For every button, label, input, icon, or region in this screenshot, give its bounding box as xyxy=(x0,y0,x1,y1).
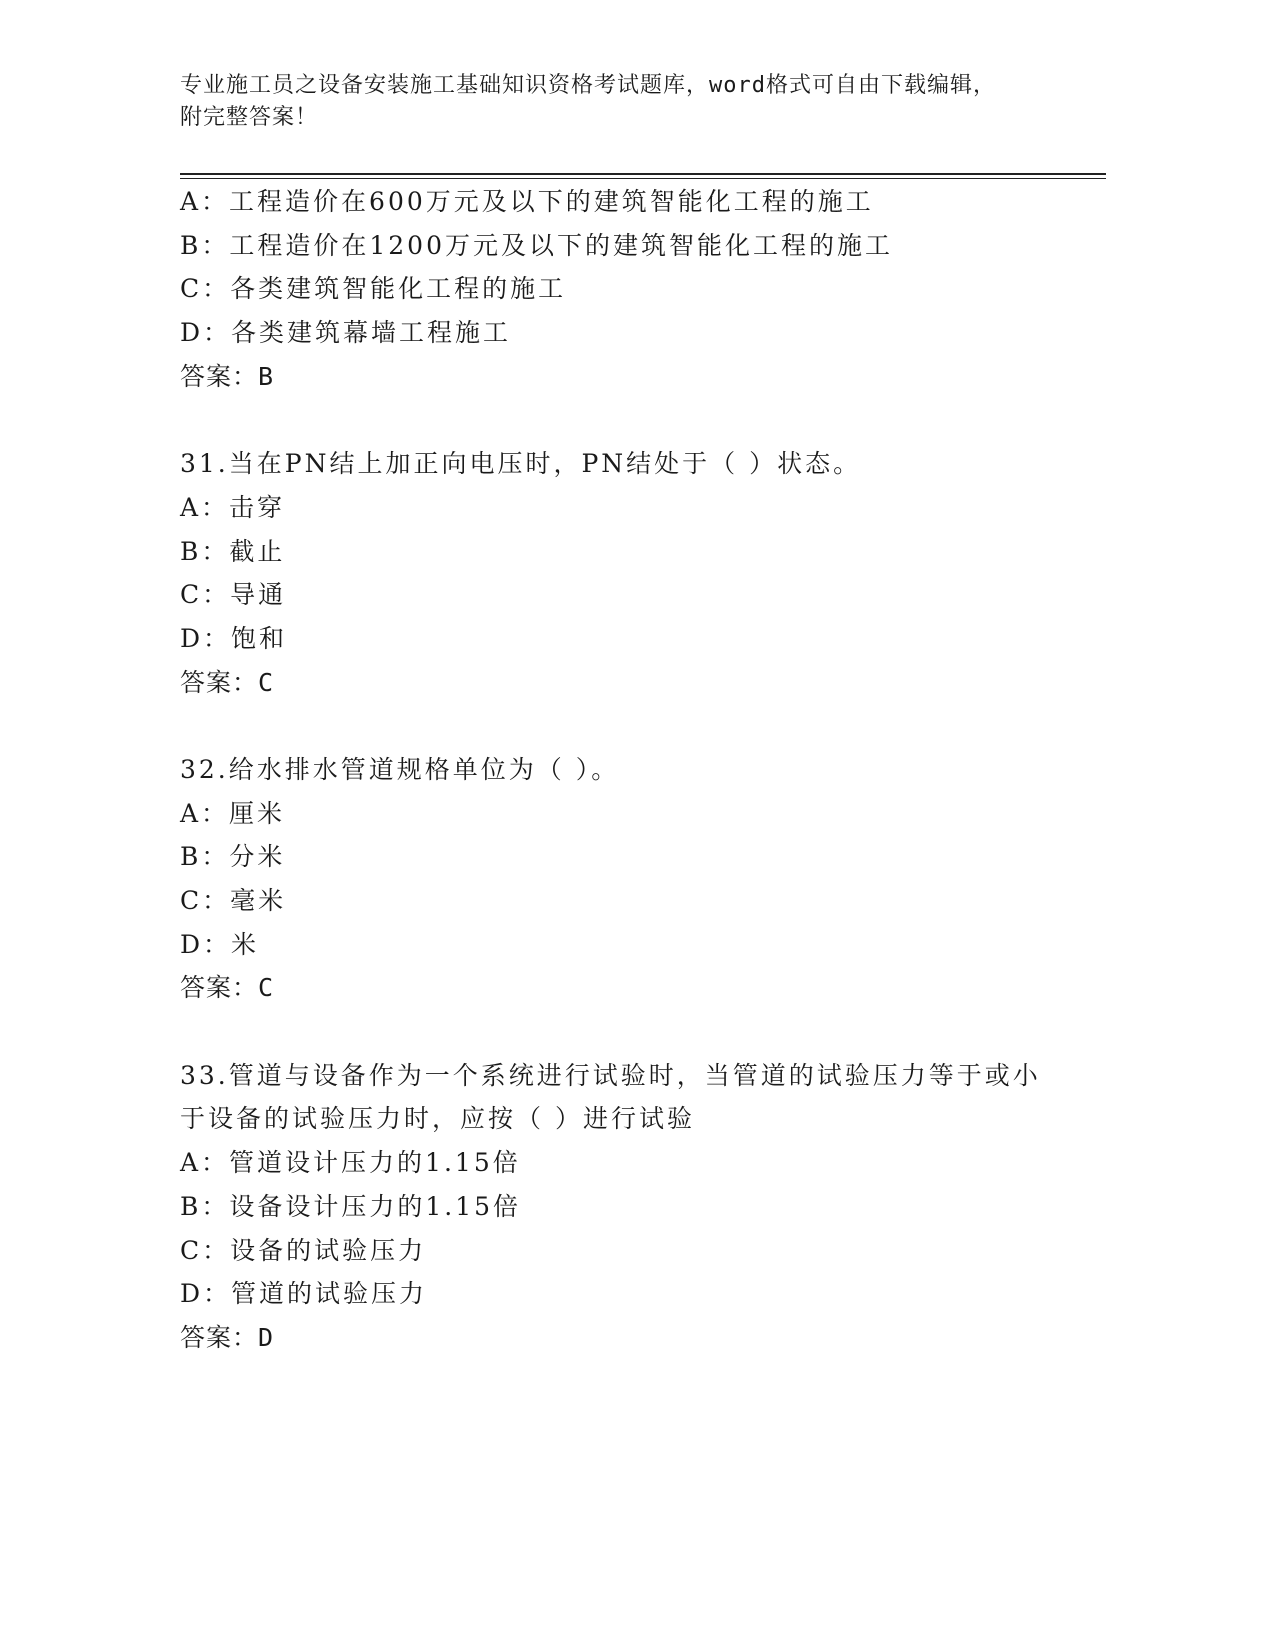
option-a: A：厘米 xyxy=(180,798,286,828)
answer: 答案：C xyxy=(180,667,275,697)
question-text: 31.当在PN结上加正向电压时，PN结处于（ ）状态。 xyxy=(180,449,862,479)
option-c: C：设备的试验压力 xyxy=(180,1235,427,1265)
question-31 xyxy=(180,442,1100,704)
option-b: B：分米 xyxy=(180,842,286,872)
spacer xyxy=(180,704,1100,748)
question-30 xyxy=(180,180,1100,398)
question-33 xyxy=(180,1054,1100,1360)
header-line-1: 专业施工员之设备安装施工基础知识资格考试题库，word格式可自由下载编辑， xyxy=(180,73,996,98)
spacer xyxy=(180,1010,1100,1054)
spacer xyxy=(180,398,1100,442)
answer: 答案：C xyxy=(180,973,275,1003)
option-a: A：工程造价在600万元及以下的建筑智能化工程的施工 xyxy=(180,187,874,216)
option-c: C：毫米 xyxy=(180,886,287,915)
question-list xyxy=(180,180,1100,1360)
option-b: B：截止 xyxy=(180,536,286,566)
answer: 答案：B xyxy=(180,361,275,391)
option-b: B：工程造价在1200万元及以下的建筑智能化工程的施工 xyxy=(180,230,893,260)
option-b: B：设备设计压力的1.15倍 xyxy=(180,1191,522,1221)
document-header xyxy=(180,70,1060,134)
answer: 答案：D xyxy=(180,1322,275,1352)
option-c: C：导通 xyxy=(180,580,287,610)
header-divider-thin xyxy=(180,178,1106,179)
question-32 xyxy=(180,748,1100,1010)
option-c: C：各类建筑智能化工程的施工 xyxy=(180,274,567,304)
option-d: D：管道的试验压力 xyxy=(180,1279,428,1309)
option-a: A：管道设计压力的1.15倍 xyxy=(180,1148,521,1178)
option-d: D：米 xyxy=(180,929,260,959)
header-divider-thick xyxy=(180,173,1106,175)
option-a: A：击穿 xyxy=(180,492,286,522)
option-d: D：饱和 xyxy=(180,623,288,653)
header-line-2: 附完整答案！ xyxy=(180,105,319,130)
question-text-line-2: 于设备的试验压力时，应按（ ）进行试验 xyxy=(180,1104,695,1134)
question-text-line-1: 33.管道与设备作为一个系统进行试验时，当管道的试验压力等于或小 xyxy=(180,1060,1041,1090)
option-d: D：各类建筑幕墙工程施工 xyxy=(180,318,512,348)
question-text: 32.给水排水管道规格单位为（ ）。 xyxy=(180,754,620,784)
